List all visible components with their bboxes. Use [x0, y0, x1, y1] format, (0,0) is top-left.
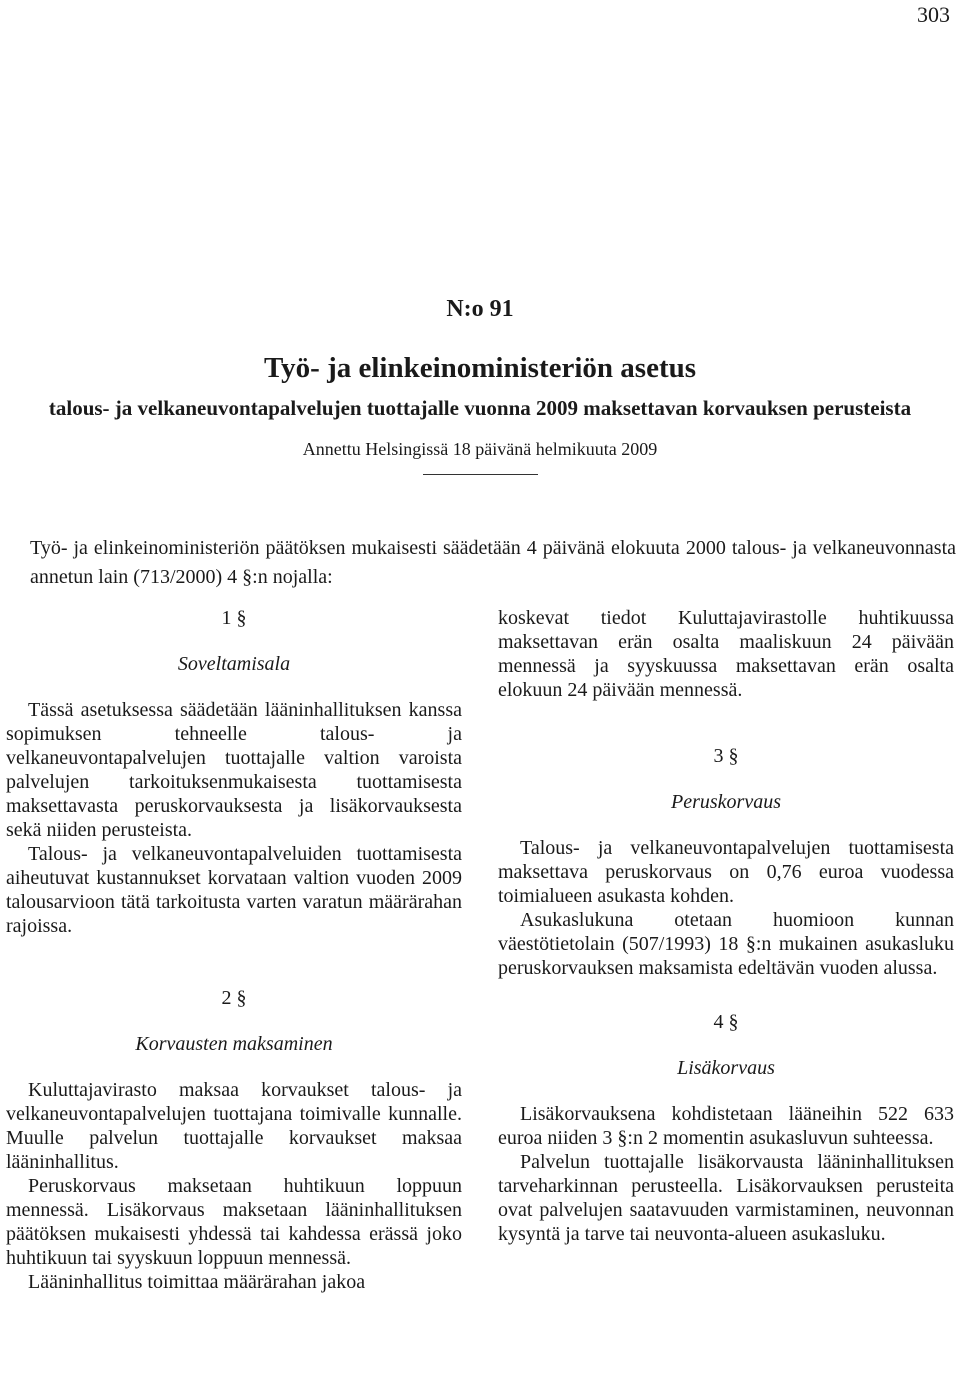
section-1-number: 1 §: [221, 607, 247, 629]
left-column: [6, 606, 462, 1294]
section-4-title: Lisäkorvaus: [677, 1057, 775, 1079]
preamble: Työ- ja elinkeinoministeriön päätöksen mukaisesti säädetään 4 päivänä elokuuta 2000 talous- ja velkaneuvonnasta annetun lain (713/2000) 4 §:n nojalla:: [30, 537, 956, 588]
issue-number: N:o 91: [446, 296, 514, 322]
section-3-paragraph: Talous- ja velkaneuvontapalvelujen tuottamisesta maksettava peruskorvaus on 0,76 euroa vuodessa toimialueen asukasta kohden.: [498, 837, 954, 907]
given-date: Annettu Helsingissä 18 päivänä helmikuuta 2009: [302, 439, 658, 459]
section-2-paragraph-continued: koskevat tiedot Kuluttajavirastolle huhtikuussa maksettavan erän osalta maaliskuun 24 päivään mennessä ja syyskuussa maksettavan erän osalta elokuun 24 päivään mennessä.: [498, 607, 954, 701]
section-4-paragraph: Palvelun tuottajalle lisäkorvausta lääninhallituksen tarveharkinnan perusteella. Lisäkorvauksen perusteita ovat palvelujen saatavuuden varmistaminen, neuvonnan kysyntä ja tarve tai neuvonta-alueen asukasluku.: [498, 1151, 954, 1245]
section-4-number: 4 §: [713, 1011, 739, 1033]
right-column: [498, 606, 954, 1246]
section-1-paragraph: Talous- ja velkaneuvontapalveluiden tuottamisesta aiheutuvat kustannukset korvataan valtion vuoden 2009 talousarvioon tätä tarkoitusta varten varatun määrärahan rajoissa.: [6, 843, 462, 937]
section-4-paragraph: Lisäkorvauksena kohdistetaan lääneihin 522 633 euroa niiden 3 §:n 2 momentin asukasluvun suhteessa.: [498, 1103, 954, 1149]
section-2-paragraph: Kuluttajavirasto maksaa korvaukset talous- ja velkaneuvontapalvelujen tuottajana toimivalle kunnalle. Muulle palvelun tuottajalle korvaukset maksaa lääninhallitus.: [6, 1079, 462, 1173]
page-number: 303: [917, 2, 950, 27]
section-1-paragraph: Tässä asetuksessa säädetään lääninhallituksen kanssa sopimuksen tehneelle talous- ja velkaneuvontapalvelujen tuottajalle valtion varoista palvelujen tarkoituksenmukaisesta tuottamisesta maksettavasta peruskorvauksesta ja lisäkorvauksesta sekä niiden perusteista.: [6, 699, 462, 841]
decree-title: Työ- ja elinkeinoministeriön asetus: [263, 352, 697, 384]
decree-subtitle: talous- ja velkaneuvontapalvelujen tuottajalle vuonna 2009 maksettavan korvauksen perusteista: [48, 396, 912, 420]
section-3-paragraph: Asukaslukuna otetaan huomioon kunnan väestötietolain (507/1993) 18 §:n mukainen asukasluku peruskorvauksen maksamista edeltävän vuoden alussa.: [498, 909, 954, 979]
divider: [423, 474, 538, 475]
section-3-number: 3 §: [713, 745, 739, 767]
section-2-number: 2 §: [221, 987, 247, 1009]
section-3-title: Peruskorvaus: [671, 791, 781, 813]
section-2-paragraph: Peruskorvaus maksetaan huhtikuun loppuun mennessä. Lisäkorvaus maksetaan lääninhallituksen päätöksen mukaisesti yhdessä tai kahdessa erässä joko huhtikuun tai syyskuun loppuun mennessä.: [6, 1175, 462, 1269]
section-2-paragraph: Lääninhallitus toimittaa määrärahan jakoa: [28, 1271, 366, 1293]
document-header: [0, 296, 960, 475]
section-1-title: Soveltamisala: [177, 653, 291, 675]
section-2-title: Korvausten maksaminen: [135, 1033, 333, 1055]
